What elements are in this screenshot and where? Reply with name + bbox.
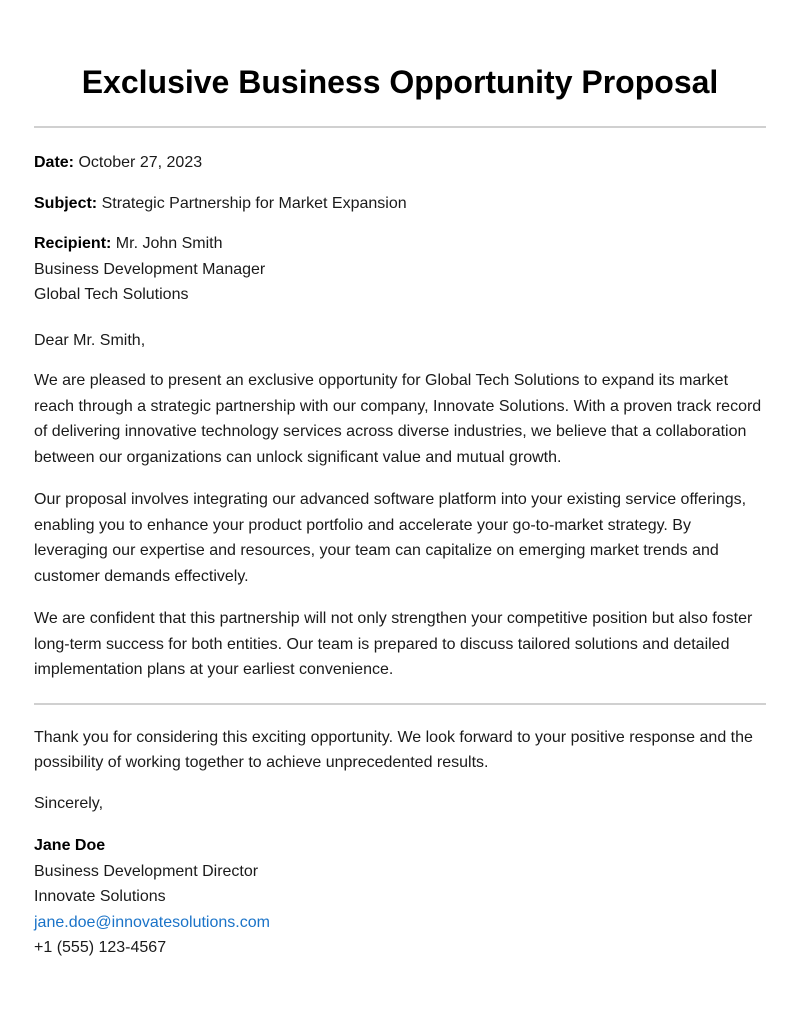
- closing-paragraph: Thank you for considering this exciting opportunity. We look forward to your positive response and the possibility of working together to achieve unprecedented results.: [34, 728, 753, 771]
- date-value: October 27, 2023: [78, 154, 203, 171]
- subject-field: [34, 191, 766, 217]
- date-field: [34, 150, 766, 176]
- document-title: Exclusive Business Opportunity Proposal: [81, 64, 719, 100]
- body-paragraph: Our proposal involves integrating our advanced software platform into your existing service offerings, enabling you to enhance your product portfolio and accelerate your go-to-market strategy. By leveraging our expertise and resources, your team can capitalize on emerging market trends and customer demands effectively.: [34, 491, 747, 585]
- signature-block: [34, 833, 766, 961]
- recipient-name-line: [34, 231, 766, 257]
- closing-divider: [34, 703, 766, 705]
- recipient-label: Recipient:: [34, 235, 112, 252]
- recipient-company: Global Tech Solutions: [34, 286, 189, 303]
- header-divider: [34, 126, 766, 128]
- recipient-title: Business Development Manager: [34, 260, 266, 278]
- body-paragraph: We are confident that this partnership will not only strengthen your competitive position but also foster long-term success for both entities. Our team is prepared to discuss tailored solutions and detailed implementation plans at your earliest convenience.: [34, 610, 753, 678]
- subject-value: Strategic Partnership for Market Expansion: [101, 194, 407, 212]
- signature-title: Business Development Director: [34, 862, 259, 880]
- signoff: Sincerely,: [34, 794, 104, 812]
- signature-company: Innovate Solutions: [34, 888, 166, 905]
- signature-name: Jane Doe: [34, 837, 106, 854]
- date-label: Date:: [34, 154, 75, 171]
- recipient-block: [34, 231, 766, 308]
- recipient-name: Mr. John Smith: [115, 235, 223, 252]
- signature-phone: +1 (555) 123-4567: [34, 939, 167, 956]
- greeting: Dear Mr. Smith,: [34, 331, 146, 349]
- body-paragraph: We are pleased to present an exclusive opportunity for Global Tech Solutions to expand its market reach through a strategic partnership with our company, Innovate Solutions. With a proven track record of delivering innovative technology services across diverse industries, we believe that a collaboration between our organizations can unlock significant value and mutual growth.: [34, 372, 762, 466]
- signature-email-link[interactable]: jane.doe@innovatesolutions.com: [34, 913, 270, 931]
- subject-label: Subject:: [34, 194, 98, 212]
